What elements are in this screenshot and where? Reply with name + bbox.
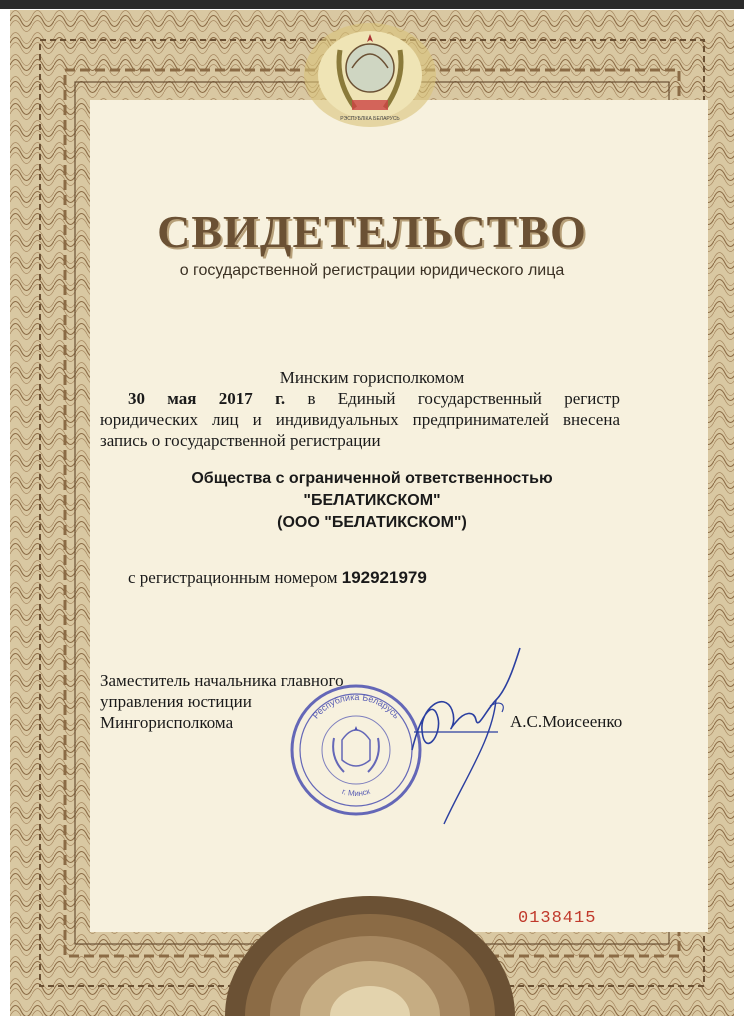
guilloche-seal-icon: [220, 880, 520, 1016]
scan-edge: [0, 0, 744, 9]
paragraph-line-2: юридических лиц и индивидуальных предпринимателей внесена: [100, 410, 620, 429]
paragraph-line-1: [100, 388, 620, 409]
paragraph-line-1-text: в Единый государственный регистр: [307, 389, 621, 408]
document-title: СВИДЕТЕЛЬСТВО: [157, 206, 587, 257]
certificate-page: [10, 10, 734, 1016]
org-type-line: Общества с ограниченной ответственностью: [191, 470, 553, 487]
registration-number-line: [128, 568, 427, 588]
state-emblem-icon: [300, 20, 440, 130]
document-subtitle: о государственной регистрации юридического лица: [179, 262, 565, 279]
registration-number-label: с регистрационным номером: [128, 568, 338, 587]
registration-number: 192921979: [341, 568, 427, 587]
svg-text:РЭСПУБЛIКА БЕЛАРУСЬ: РЭСПУБЛIКА БЕЛАРУСЬ: [340, 116, 400, 122]
org-name-line: "БЕЛАТИКСКОМ": [303, 492, 441, 509]
signature-mark: [404, 640, 544, 830]
svg-text:г. Минск: г. Минск: [340, 786, 372, 799]
svg-text:Республика Беларусь: Республика Беларусь: [310, 691, 402, 721]
signer-title-line-2: управления юстиции: [100, 692, 252, 711]
signer-title-line-3: Мингорисполкома: [100, 713, 234, 732]
registration-date: 30 мая 2017 г.: [128, 389, 286, 408]
registration-paragraph: [100, 388, 620, 451]
signer-title-line-1: Заместитель начальника главного: [100, 671, 344, 690]
paragraph-line-3: запись о государственной регистрации: [100, 431, 381, 450]
signer-name: А.С.Моисеенко: [510, 712, 623, 731]
serial-number: 0138415: [518, 909, 597, 928]
org-short-name-line: (ООО "БЕЛАТИКСКОМ"): [277, 514, 467, 531]
issuer-line: Минским горисполкомом: [279, 368, 465, 387]
